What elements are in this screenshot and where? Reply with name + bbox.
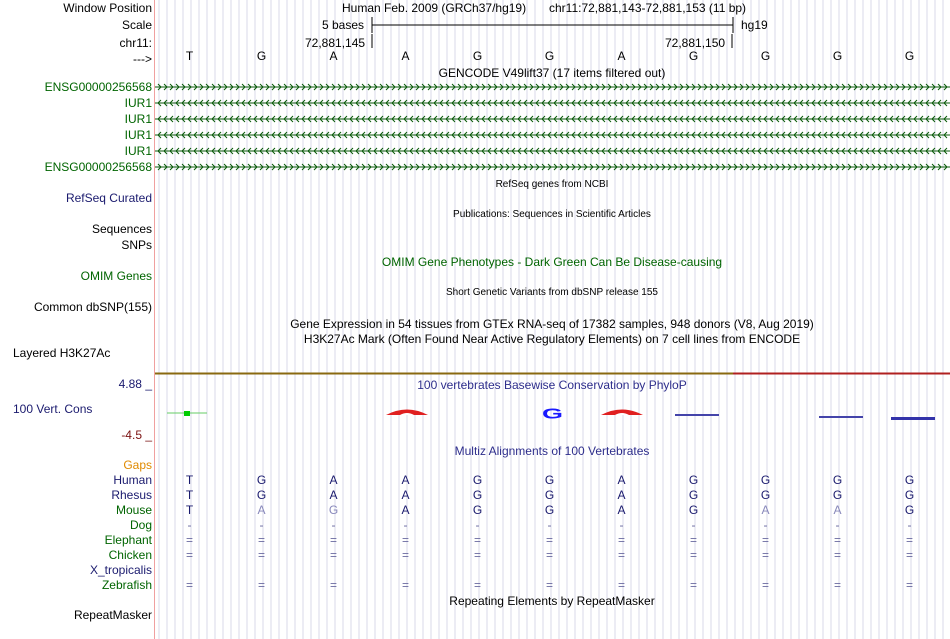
alignment-base: =: [617, 578, 626, 592]
alignment-base: =: [257, 578, 266, 592]
alignment-base: G: [760, 488, 771, 502]
alignment-base: -: [547, 518, 552, 532]
gene-line-reverse: [155, 116, 950, 122]
alignment-base: G: [256, 473, 267, 487]
alignment-base: G: [544, 488, 555, 502]
h3k27ac-title: H3K27Ac Mark (Often Found Near Active Regulatory Elements) on 7 cell lines from ENCODE: [303, 332, 801, 346]
species-label: Zebrafish: [101, 578, 152, 592]
track-image-area[interactable]: [155, 0, 950, 639]
track-label-omim[interactable]: OMIM Genes: [80, 269, 152, 283]
alignment-base: G: [904, 503, 915, 517]
alignment-base: =: [545, 533, 554, 547]
ref-base: G: [832, 49, 843, 63]
species-label: Rhesus: [111, 488, 152, 502]
coord-tick-right: [731, 34, 735, 48]
track-label-cons[interactable]: 100 Vert. Cons: [13, 402, 93, 416]
alignment-base: T: [185, 488, 194, 502]
gtex-title: Gene Expression in 54 tissues from GTEx RNA-seq of 17382 samples, 948 donors (V8, Aug 2019): [290, 317, 814, 331]
alignment-base: =: [185, 578, 194, 592]
alignment-base: -: [331, 518, 336, 532]
alignment-base: =: [473, 548, 482, 562]
omim-title: OMIM Gene Phenotypes - Dark Green Can Be Disease-causing: [381, 255, 723, 269]
alignment-base: G: [328, 503, 339, 517]
coord-right: 72,881,150: [665, 36, 726, 50]
alignment-base: =: [689, 578, 698, 592]
alignment-base: G: [472, 503, 483, 517]
alignment-base: A: [761, 503, 770, 517]
track-label-gaps: Gaps: [123, 458, 152, 472]
alignment-base: G: [904, 473, 915, 487]
alignment-base: G: [544, 503, 555, 517]
alignment-base: G: [688, 488, 699, 502]
alignment-base: -: [619, 518, 624, 532]
alignment-base: =: [761, 548, 770, 562]
alignment-base: G: [904, 488, 915, 502]
dbsnp-title: Short Genetic Variants from dbSNP release 155: [446, 287, 658, 298]
phylop-mark-t: [184, 411, 190, 416]
alignment-base: =: [401, 548, 410, 562]
alignment-base: G: [472, 473, 483, 487]
assembly-title: Human Feb. 2009 (GRCh37/hg19): [342, 1, 527, 15]
cons-axis-max: 4.88 _: [118, 377, 152, 391]
alignment-base: =: [545, 578, 554, 592]
track-label-sequences[interactable]: Sequences: [91, 222, 152, 236]
ref-base: A: [401, 49, 410, 63]
scale-label: Scale: [121, 18, 152, 32]
gene-line-reverse: [155, 100, 950, 106]
alignment-base: =: [257, 533, 266, 547]
gene-label-iur1-4[interactable]: IUR1: [124, 144, 152, 158]
db-name: hg19: [741, 18, 768, 32]
alignment-base: A: [329, 473, 338, 487]
alignment-base: =: [617, 533, 626, 547]
alignment-base: =: [833, 533, 842, 547]
species-label: Elephant: [104, 533, 152, 547]
ref-base: G: [472, 49, 483, 63]
track-label-h3k27ac[interactable]: Layered H3K27Ac: [13, 346, 111, 360]
position-readout: chr11:72,881,143-72,881,153 (11 bp): [549, 1, 747, 15]
alignment-base: -: [259, 518, 264, 532]
repeatmasker-title: Repeating Elements by RepeatMasker: [449, 594, 655, 608]
alignment-base: =: [905, 533, 914, 547]
gene-line-forward: [155, 84, 950, 90]
scale-bar: [371, 16, 735, 34]
ref-base: A: [617, 49, 626, 63]
gencode-gene-lines[interactable]: [155, 80, 950, 176]
track-label-refseq[interactable]: RefSeq Curated: [65, 191, 152, 205]
alignment-base: -: [763, 518, 768, 532]
phylop-mark-g2: [675, 414, 719, 416]
refseq-title: RefSeq genes from NCBI: [495, 179, 609, 190]
chrom-label: chr11:: [119, 36, 152, 50]
alignment-base: =: [833, 578, 842, 592]
species-label: Dog: [129, 518, 152, 532]
alignment-base: =: [545, 548, 554, 562]
alignment-base: -: [835, 518, 840, 532]
coord-tick-left: [371, 34, 375, 48]
species-label: Human: [113, 473, 152, 487]
ref-base: T: [185, 49, 194, 63]
ref-base: G: [544, 49, 555, 63]
alignment-base: =: [329, 578, 338, 592]
gene-line-reverse: [155, 148, 950, 154]
ref-base: G: [256, 49, 267, 63]
alignment-base: A: [401, 473, 410, 487]
alignment-base: -: [187, 518, 192, 532]
species-label: Chicken: [108, 548, 152, 562]
alignment-base: A: [401, 503, 410, 517]
ref-base: G: [760, 49, 771, 63]
track-label-panel: [0, 0, 154, 639]
alignment-base: =: [689, 533, 698, 547]
alignment-base: G: [832, 473, 843, 487]
gene-label-ensg-1[interactable]: ENSG00000256568: [44, 80, 152, 94]
alignment-base: -: [691, 518, 696, 532]
gene-label-iur1-2[interactable]: IUR1: [124, 112, 152, 126]
alignment-base: G: [688, 503, 699, 517]
alignment-base: A: [257, 503, 266, 517]
scale-bar-text: 5 bases: [322, 18, 365, 32]
publications-title: Publications: Sequences in Scientific Articles: [453, 209, 651, 220]
track-label-repeatmasker[interactable]: RepeatMasker: [73, 608, 152, 622]
multiz-title: Multiz Alignments of 100 Vertebrates: [454, 444, 650, 458]
window-position-label: Window Position: [63, 1, 152, 15]
alignment-base: G: [472, 488, 483, 502]
alignment-base: A: [329, 488, 338, 502]
alignment-base: G: [832, 488, 843, 502]
gene-line-forward: [155, 164, 950, 170]
alignment-base: =: [401, 578, 410, 592]
alignment-base: A: [401, 488, 410, 502]
alignment-base: G: [688, 473, 699, 487]
gene-label-iur1-1[interactable]: IUR1: [124, 96, 152, 110]
phylop-mark-g: G: [542, 405, 563, 422]
ref-base: G: [904, 49, 915, 63]
alignment-base: G: [544, 473, 555, 487]
alignment-base: =: [473, 578, 482, 592]
alignment-base: =: [689, 548, 698, 562]
phylop-mark-g3: [819, 416, 863, 418]
alignment-base: T: [185, 473, 194, 487]
alignment-base: =: [473, 533, 482, 547]
alignment-base: =: [761, 533, 770, 547]
alignment-base: A: [617, 488, 626, 502]
alignment-base: G: [256, 488, 267, 502]
track-label-dbsnp[interactable]: Common dbSNP(155): [33, 300, 152, 314]
track-label-snps[interactable]: SNPs: [121, 238, 152, 252]
h3k27ac-signal: [155, 372, 950, 376]
phylop-title: 100 vertebrates Basewise Conservation by PhyloP: [417, 378, 687, 392]
alignment-base: =: [329, 548, 338, 562]
alignment-base: =: [185, 533, 194, 547]
gene-line-reverse: [155, 132, 950, 138]
alignment-base: =: [761, 578, 770, 592]
alignment-base: =: [905, 548, 914, 562]
alignment-base: A: [617, 503, 626, 517]
alignment-base: A: [617, 473, 626, 487]
alignment-base: =: [401, 533, 410, 547]
alignment-base: =: [617, 548, 626, 562]
alignment-base: =: [257, 548, 266, 562]
alignment-base: G: [760, 473, 771, 487]
phylop-logo: [155, 396, 950, 430]
cons-axis-min: -4.5 _: [121, 428, 152, 442]
gene-label-iur1-3[interactable]: IUR1: [124, 128, 152, 142]
species-label: X_tropicalis: [89, 563, 152, 577]
alignment-base: -: [403, 518, 408, 532]
strand-arrow-label: --->: [133, 52, 152, 66]
gencode-title: GENCODE V49lift37 (17 items filtered out): [438, 66, 666, 80]
alignment-base: =: [329, 533, 338, 547]
ref-base: G: [688, 49, 699, 63]
alignment-base: =: [905, 578, 914, 592]
ref-base: A: [329, 49, 338, 63]
coord-left: 72,881,145: [305, 36, 366, 50]
alignment-base: -: [475, 518, 480, 532]
alignment-base: -: [907, 518, 912, 532]
species-label: Mouse: [115, 503, 152, 517]
alignment-base: A: [833, 503, 842, 517]
alignment-base: =: [833, 548, 842, 562]
phylop-mark-g4: [891, 417, 935, 420]
alignment-base: =: [185, 548, 194, 562]
alignment-base: T: [185, 503, 194, 517]
gene-label-ensg-2[interactable]: ENSG00000256568: [44, 160, 152, 174]
